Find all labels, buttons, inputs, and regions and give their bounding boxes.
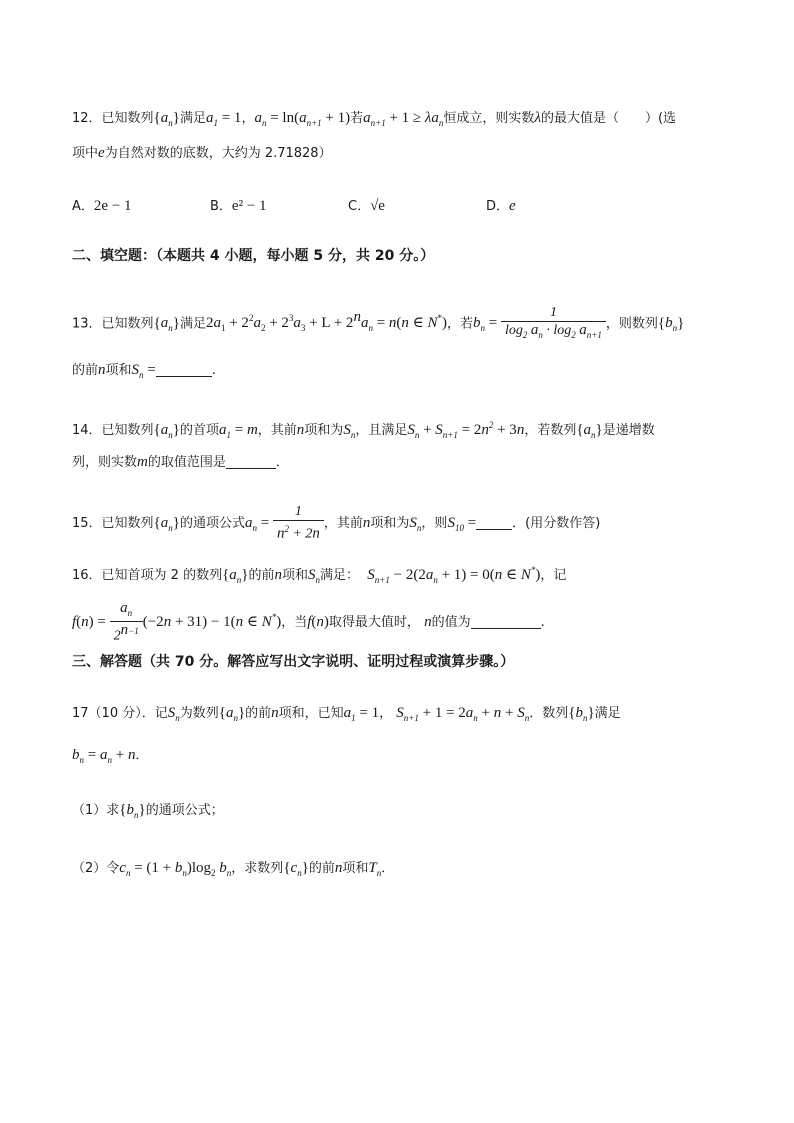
q13-line2	[72, 360, 216, 385]
q14-line1	[72, 415, 655, 445]
q13-answer-blank[interactable]	[156, 375, 212, 377]
math-an-ln: $a_n = \ln(a_{n+1} + 1)$	[254, 110, 351, 128]
math-seq-an: $\{a_n\}$	[153, 514, 180, 533]
math-an-formula: $a_n$ = $\frac{1}{n^2 + 2n}$	[245, 515, 324, 531]
math-n: n	[362, 514, 371, 531]
q17-part2e: ．	[381, 861, 395, 876]
q16-line2d: .	[540, 614, 545, 630]
q13-line2: 的前	[72, 363, 99, 378]
math-ineq: $a_{n+1} + 1 \ge \lambda a_n$	[363, 110, 444, 128]
q14-text3: 项和为	[304, 423, 344, 438]
option-a-label: A．	[72, 199, 94, 214]
q14-text5: ，若数列	[524, 423, 577, 438]
option-b-value: e² − 1	[231, 198, 267, 214]
math-fn: f(n)	[307, 613, 329, 630]
q16-line2: ，当	[281, 614, 308, 630]
q12-text2: ，	[241, 111, 255, 126]
q12-text5: 的最大值是（ ）(选	[540, 111, 677, 126]
q13-line2b: 项和	[105, 363, 132, 378]
math-fn-def: f(n) = $\frac{a_n}{2^{n-1}}$ (−2n + 31) − 1(n ∈ N*)	[72, 600, 282, 644]
math-n: n	[296, 422, 305, 438]
q14-line2	[72, 452, 289, 473]
q17-text4: ，	[379, 706, 393, 721]
q16-line2b: 取得最大值时，	[328, 614, 420, 630]
q14-text1: 的首项	[179, 423, 219, 438]
q17-line2end: ．	[135, 748, 149, 763]
q16-line2c: 的值为	[431, 614, 471, 630]
math-n: n	[424, 613, 432, 630]
section-fill-in-title: 二、填空题：（本题共 4 小题，每小题 5 分，共 20 分。）	[72, 248, 435, 264]
math-sn-sum: $S_n + S_{n+1} = 2n^2 + 3n$	[407, 420, 525, 440]
q14-text2: ，其前	[257, 423, 297, 438]
q17-part2b: ，求数列	[231, 861, 284, 876]
q12-text3: 若	[350, 111, 364, 126]
q12-option-a[interactable]	[72, 196, 132, 217]
q17-part1: （1）求	[72, 803, 120, 818]
q17-text6: 满足	[594, 706, 621, 721]
q14-prefix: 14．已知数列	[72, 423, 154, 438]
math-seq-an: $\{a_n\}$	[218, 705, 246, 723]
q15-text3: 项和为	[370, 515, 410, 531]
option-c-label: C．	[348, 199, 371, 214]
math-seq-bn: $\{b_n\}$	[119, 802, 146, 820]
q12-option-b[interactable]	[210, 196, 267, 217]
q14-line2c: ．	[275, 455, 289, 470]
q17-line2	[72, 745, 148, 770]
math-seq-an: $\{a_n\}$	[153, 110, 180, 128]
q15-text5: ．(用分数作答)	[512, 515, 601, 531]
q15-answer-blank[interactable]	[476, 528, 512, 530]
math-seq-an: $\{a_n\}$	[153, 422, 180, 440]
math-bn-def: $b_n$ = $\frac{1}{\log_2 a_n \cdot \log_2 a_{n+1}}$	[473, 315, 606, 331]
q17-part2	[72, 858, 394, 883]
q14-answer-blank[interactable]	[226, 467, 276, 469]
q13-line2c: .	[211, 363, 216, 378]
math-n: n	[98, 362, 106, 378]
option-b-label: B．	[210, 199, 232, 214]
math-bn-eq: $b_n = a_n + n$	[72, 747, 136, 765]
q13-text2: ，若	[447, 316, 474, 332]
q15-text2: ，其前	[323, 515, 363, 531]
math-Sn: $S_n$	[167, 705, 180, 723]
math-seq-an: $\{a_n\}$	[153, 315, 180, 334]
math-seq-bn: $\{b_n\}$	[657, 315, 685, 334]
q15-text1: 的通项公式	[179, 515, 245, 531]
math-seq-an: $\{a_n\}$	[222, 567, 249, 585]
q15-line1	[72, 504, 600, 543]
q16-prefix: 16．已知首项为 2 的数列	[72, 568, 223, 583]
q17-part1	[72, 800, 224, 825]
math-seq-bn: $\{b_n\}$	[568, 705, 595, 723]
q14-text4: ，且满足	[355, 423, 408, 438]
q17-text3: 项和，已知	[278, 706, 344, 721]
q16-text2: 项和	[282, 568, 309, 583]
option-a-value: 2e − 1	[93, 198, 132, 214]
math-sum-expr: $2a_1 + 2^2a_2 + 2^3a_3 + L + 2^na_n = n(n$ ∈ N*)	[205, 309, 448, 334]
q12-text1: 满足	[179, 111, 206, 126]
q17-part2c: 的前	[308, 861, 335, 876]
q13-text1: 满足	[179, 316, 206, 332]
q12-line2b: 为自然对数的底数，大约为 2.71828）	[104, 146, 332, 161]
q17-part1b: 的通项公式；	[145, 803, 224, 818]
math-e: e	[98, 145, 105, 161]
q13-line1	[72, 305, 684, 343]
q17-text2: 的前	[245, 706, 272, 721]
math-seq-cn: $\{c_n\}$	[283, 860, 309, 878]
q12-line2: 项中	[72, 146, 99, 161]
math-Sn-eq: $S_n$ =	[131, 362, 156, 380]
q12-option-d[interactable]	[486, 196, 516, 217]
math-sn-recurrence: $S_{n+1} + 1 = 2a_n + n + S_n$	[396, 705, 530, 723]
math-a1-eq-1: $a_1 = 1$	[343, 705, 380, 723]
q17-prefix: 17（10 分）．记	[72, 706, 168, 721]
q17-text1: 为数列	[179, 706, 219, 721]
q16-text1: 的前	[248, 568, 275, 583]
math-S10: $S_{10}$ =	[447, 514, 477, 533]
q15-text4: ，则	[421, 515, 448, 531]
math-n: n	[271, 705, 279, 721]
math-lambda: λ	[534, 110, 541, 126]
math-Sn: $S_n$	[343, 422, 356, 440]
q17-part2d: 项和	[342, 861, 369, 876]
q12-text4: 恒成立，则实数	[443, 111, 535, 126]
q12-option-c[interactable]	[348, 196, 385, 217]
q16-text4: ，记	[540, 568, 567, 583]
q14-line2: 列，则实数	[72, 455, 138, 470]
q17-text5: ．数列	[529, 706, 569, 721]
q14-line2b: 的取值范围是	[147, 455, 226, 470]
an-fraction: $\frac{1}{n^2 + 2n}$	[273, 504, 324, 543]
math-sn-relation: $S_{n+1} - 2(2a_n + 1) = 0(n$ ∈ N*)	[367, 565, 541, 585]
math-m: m	[137, 454, 148, 470]
q15-prefix: 15．已知数列	[72, 515, 154, 531]
option-d-label: D．	[486, 199, 510, 214]
q13-text3: ，则数列	[605, 316, 658, 332]
math-a1-eq-m: $a_1 = m$	[218, 422, 258, 440]
option-c-value: √e	[370, 198, 385, 214]
math-Tn: $T_n$	[368, 860, 382, 878]
q14-text6: 是递增数	[602, 423, 655, 438]
math-cn-def: $c_n = (1 + b_n)\log_2$ $b_n$	[119, 860, 232, 878]
q16-line1	[72, 560, 566, 590]
math-a1-eq-1: $a_1 = 1$	[205, 110, 242, 128]
q12-prefix: 12．已知数列	[72, 111, 154, 126]
section-solve-title: 三、解答题（共 70 分。解答应写出文字说明、证明过程或演算步骤。）	[72, 654, 515, 670]
fn-fraction: $\frac{a_n}{2^{n-1}}$	[110, 600, 143, 645]
q16-answer-blank[interactable]	[471, 627, 541, 629]
q13-prefix: 13．已知数列	[72, 316, 154, 332]
option-d-value: e	[509, 198, 516, 214]
bn-fraction: $\frac{1}{\log_2 a_n \cdot \log_2 a_{n+1}}$	[501, 305, 606, 343]
math-n: n	[274, 567, 282, 583]
q17-part2: （2）令	[72, 861, 120, 876]
math-Sn: $S_n$	[409, 514, 422, 533]
math-n: n	[334, 860, 343, 876]
q16-line2	[72, 600, 545, 645]
math-seq-an: $\{a_n\}$	[576, 422, 603, 440]
q16-text3: 满足：	[320, 568, 360, 583]
q12-line2	[72, 143, 332, 164]
q12-line1	[72, 108, 676, 133]
q17-line1	[72, 703, 621, 728]
math-Sn: $S_n$	[308, 567, 321, 585]
